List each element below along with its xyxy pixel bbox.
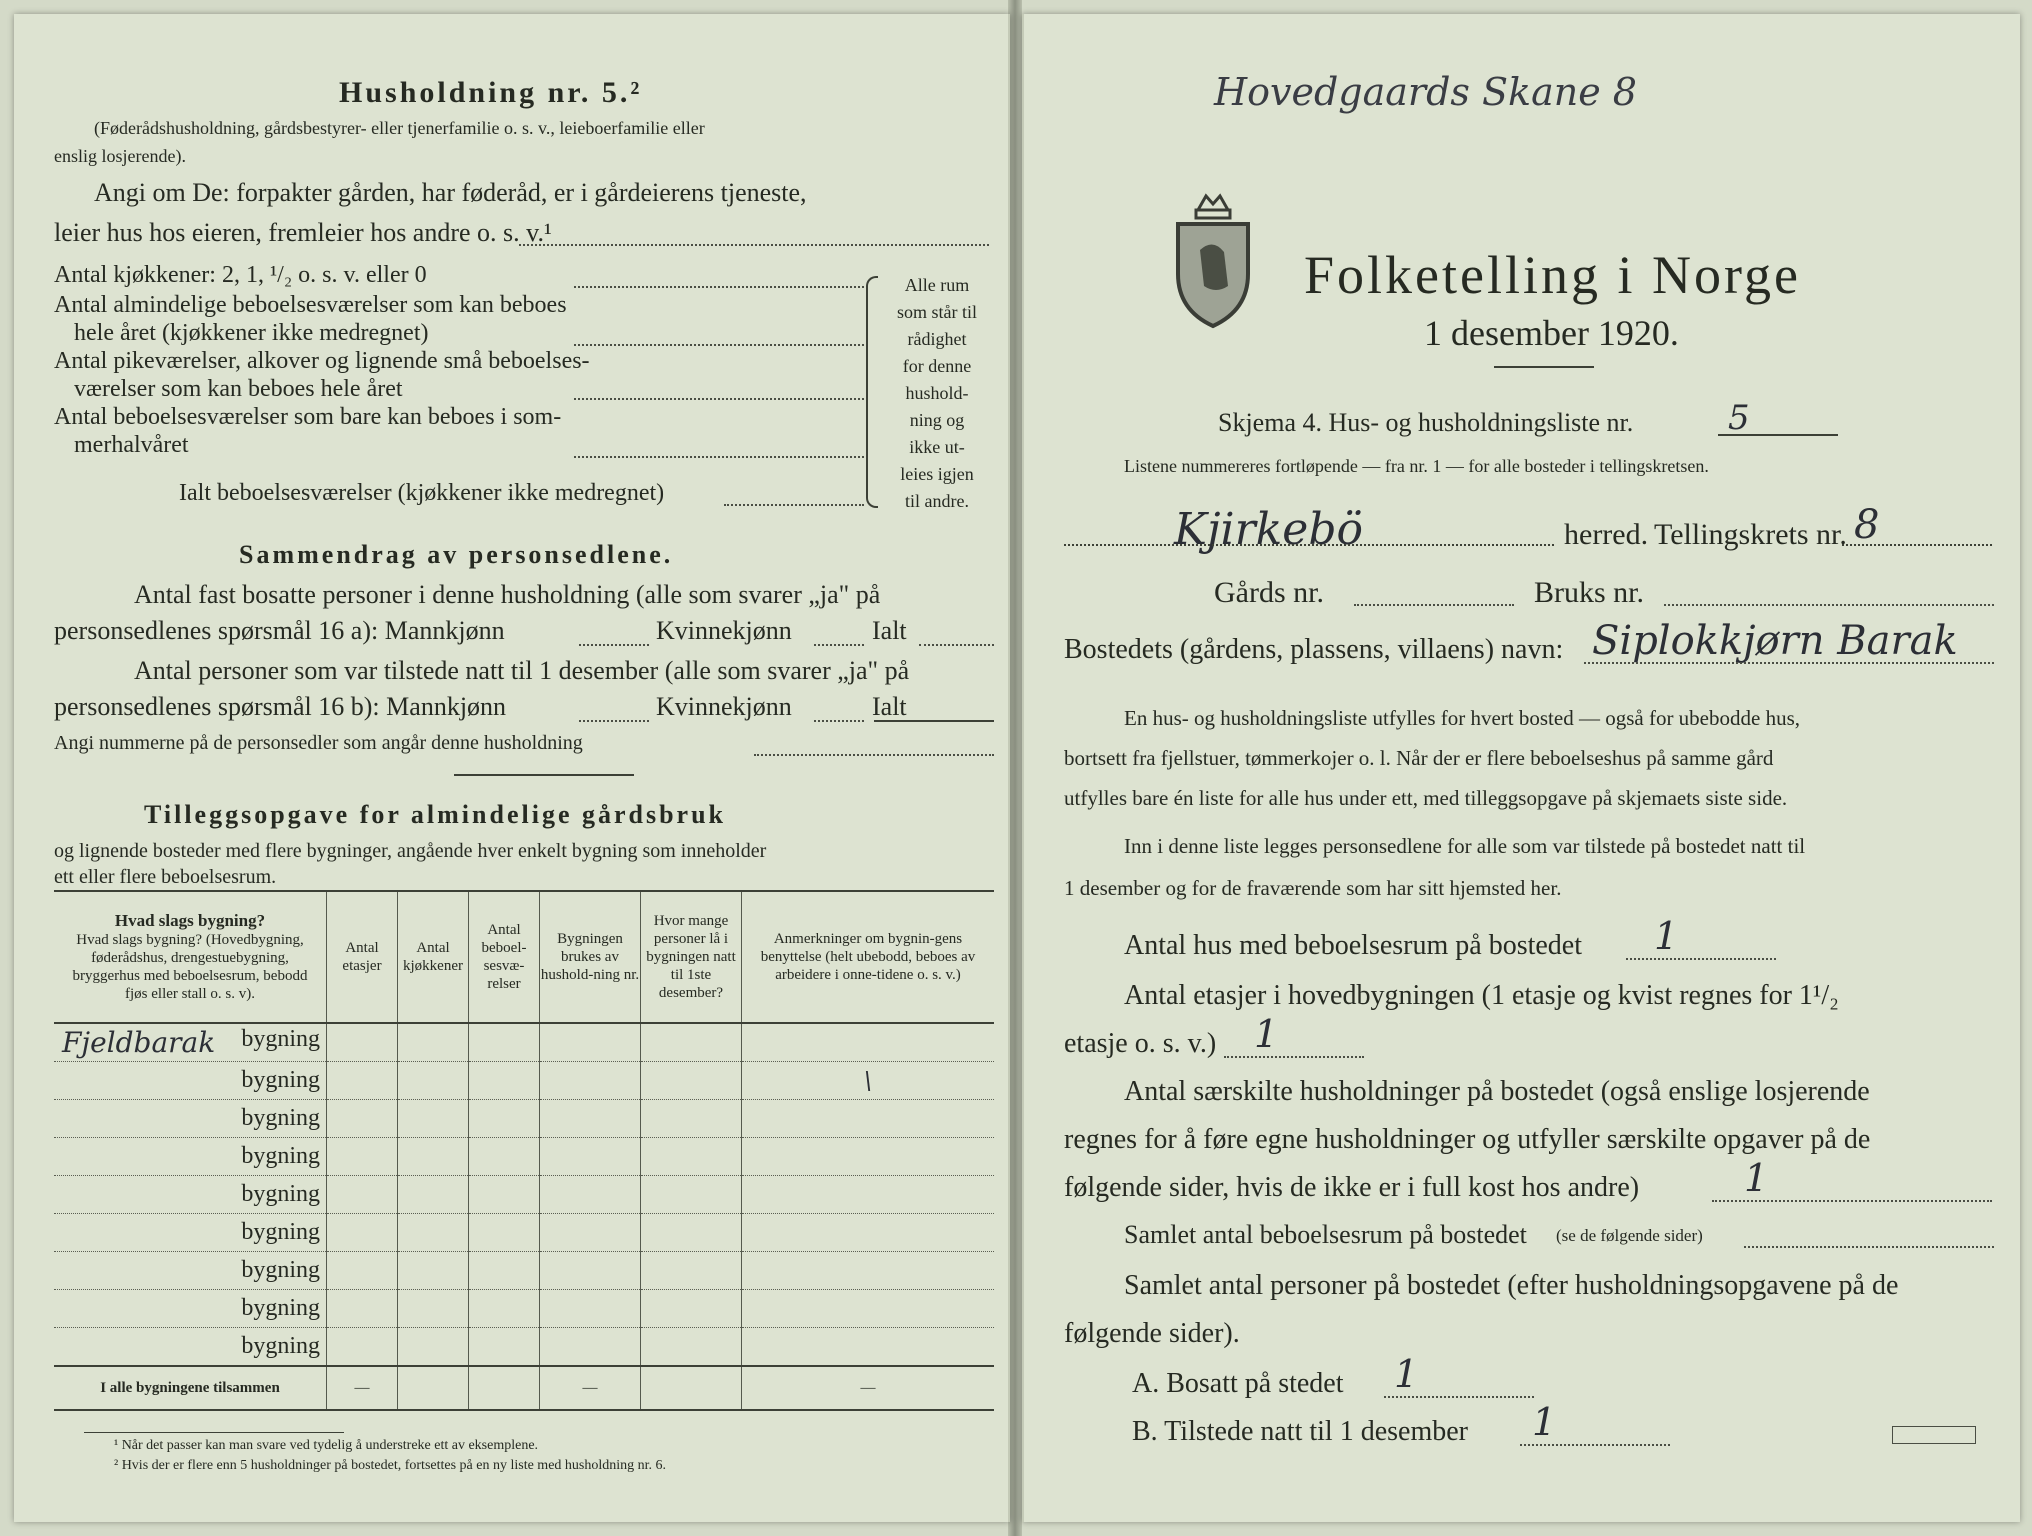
left-page bbox=[14, 14, 1010, 1522]
header-etasjer: Antal etasjer bbox=[327, 892, 398, 1023]
listene-note: Listene nummereres fortløpende — fra nr. 1 — for alle bosteder i tellingskretsen. bbox=[1124, 456, 1709, 476]
bosatt-label: A. Bosatt på stedet bbox=[1132, 1368, 1344, 1399]
household-title: Husholdning nr. 5.² bbox=[339, 76, 643, 109]
para2-line-1: Inn i denne liste legges personsedlene for alle som var tilstede på bostedet natt til bbox=[1124, 834, 1806, 858]
anmerkning-mark: \ bbox=[742, 1062, 995, 1100]
summary-ialt-2: Ialt bbox=[872, 692, 907, 721]
gards-label: Gårds nr. bbox=[1214, 576, 1324, 609]
header-building-type: Hvad slags bygning? Hvad slags bygning? (Hovedbygning, føderådshus, drengestuebygning, bryggerhus med beboelsesrum, bebodd fjøs eller stall o. s. v). bbox=[54, 892, 327, 1023]
intro-line-1: (Føderådshusholdning, gårdsbestyrer- eller tjenerfamilie o. s. v., leieboerfamilie eller bbox=[94, 118, 705, 138]
tillegg-intro-2: ett eller flere beboelsesrum. bbox=[54, 866, 277, 888]
table-total-row: I alle bygningene tilsammen — — — bbox=[54, 1366, 994, 1410]
para1-line-1: En hus- og husholdningsliste utfylles for hvert bosted — også for ubebodde hus, bbox=[1124, 706, 1800, 730]
header-anmerkninger: Anmerkninger om bygnin-gens benyttelse (helt ubebodd, beboes av arbeidere i onne-tidene o. s. v.) bbox=[742, 892, 995, 1023]
rooms-line-7: merhalvåret bbox=[74, 432, 189, 458]
table-row: bygning bbox=[54, 1328, 994, 1367]
coat-of-arms-icon bbox=[1168, 190, 1258, 330]
rooms-line-3: hele året (kjøkkener ikke medregnet) bbox=[74, 320, 429, 346]
para1-line-2: bortsett fra fjellstuer, tømmerkojer o. l. Når der er flere beboelseshus på samme gård bbox=[1064, 746, 1774, 770]
table-row: bygning bbox=[54, 1290, 994, 1328]
skjema-number: 5 bbox=[1728, 398, 1750, 438]
tilstede-value: 1 bbox=[1532, 1400, 1557, 1444]
tilstede-label: B. Tilstede natt til 1 desember bbox=[1132, 1416, 1468, 1447]
angi-line-1: Angi om De: forpakter gården, har føderåd, er i gårdeierens tjeneste, bbox=[94, 178, 807, 207]
q-rum-note: (se de følgende sider) bbox=[1556, 1226, 1703, 1245]
summary-line-3: Antal personer som var tilstede natt til 1 desember (alle som svarer „ja" på bbox=[134, 656, 910, 685]
q-hush-line-1: Antal særskilte husholdninger på bostedet (også enslige losjerende bbox=[1124, 1076, 1870, 1107]
tillegg-title: Tilleggsopgave for almindelige gårdsbruk bbox=[144, 800, 727, 829]
building-table bbox=[54, 892, 994, 1411]
intro-line-2: enslig losjerende). bbox=[54, 146, 186, 166]
header-personer: Hvor mange personer lå i bygningen natt til 1ste desember? bbox=[641, 892, 742, 1023]
right-page bbox=[1022, 14, 2020, 1522]
summary-kvinne-2: Kvinnekjønn bbox=[656, 692, 792, 721]
q-hush-value: 1 bbox=[1744, 1156, 1769, 1200]
table-header-row bbox=[54, 892, 994, 1023]
summary-kvinne-1: Kvinnekjønn bbox=[656, 616, 792, 645]
q-hush-line-2: regnes for å føre egne husholdninger og utfyller særskilte opgaver på de bbox=[1064, 1124, 1871, 1155]
table-row: bygning bbox=[54, 1100, 994, 1138]
table-row: bygning \ bbox=[54, 1062, 994, 1100]
para1-line-3: utfylles bare én liste for alle hus under ett, med tilleggsopgave på skjemaets siste side. bbox=[1064, 786, 1788, 810]
rooms-line-6: Antal beboelsesværelser som bare kan beboes i som- bbox=[54, 404, 562, 430]
rooms-line-8: Ialt beboelsesværelser (kjøkkener ikke medregnet) bbox=[179, 480, 665, 506]
footnote-1: ¹ Når det passer kan man svare ved tydelig å understreke ett av eksemplene. bbox=[114, 1438, 539, 1453]
summary-line-1: Antal fast bosatte personer i denne husholdning (alle som svarer „ja" på bbox=[134, 580, 881, 609]
book-spine bbox=[1008, 0, 1022, 1536]
census-title: Folketelling i Norge bbox=[1304, 245, 1801, 305]
table-row: bygning bbox=[54, 1138, 994, 1176]
table-row: bygning bbox=[54, 1252, 994, 1290]
printer-stamp bbox=[1892, 1426, 1976, 1444]
building-cell: Fjeldbarak bygning bbox=[54, 1023, 327, 1062]
skjema-line: Skjema 4. Hus- og husholdningsliste nr. bbox=[1218, 408, 1634, 437]
q-hus-label: Antal hus med beboelsesrum på bostedet bbox=[1124, 930, 1583, 961]
table-row bbox=[54, 1023, 994, 1062]
q-etasjer-value: 1 bbox=[1254, 1012, 1279, 1056]
footnote-2: ² Hvis der er flere enn 5 husholdninger på bostedet, fortsettes på en ny liste med husholdning nr. 6. bbox=[114, 1458, 667, 1473]
rooms-line-4: Antal pikeværelser, alkover og lignende små beboelses- bbox=[54, 348, 590, 374]
tillegg-intro-1: og lignende bosteder med flere bygninger, angående hver enkelt bygning som inneholder bbox=[54, 840, 767, 862]
q-rum-label: Samlet antal beboelsesrum på bostedet bbox=[1124, 1220, 1527, 1249]
table-row: bygning bbox=[54, 1176, 994, 1214]
para2-line-2: 1 desember og for de fraværende som har sitt hjemsted her. bbox=[1064, 876, 1562, 900]
bosted-name: Siplokkjørn Barak bbox=[1592, 618, 1958, 664]
q-etasjer-line-1: Antal etasjer i hovedbygningen (1 etasje og kvist regnes for 1¹/₂ bbox=[1124, 980, 1839, 1011]
summary-line-2: personsedlenes spørsmål 16 a): Mannkjønn bbox=[54, 616, 505, 645]
summary-line-5: Angi nummerne på de personsedler som angår denne husholdning bbox=[54, 732, 583, 754]
tellingskrets-number: 8 bbox=[1854, 502, 1880, 548]
rooms-line-5: værelser som kan beboes hele året bbox=[74, 376, 403, 402]
summary-ialt-1: Ialt bbox=[872, 616, 907, 645]
q-hush-line-3: følgende sider, hvis de ikke er i full kost hos andre) bbox=[1064, 1172, 1640, 1203]
angi-line-2: leier hus hos eieren, fremleier hos andre o. s. v.¹ bbox=[54, 218, 552, 247]
summary-title: Sammendrag av personsedlene. bbox=[239, 540, 674, 569]
herred-name: Kjirkebö bbox=[1174, 504, 1363, 555]
census-date: 1 desember 1920. bbox=[1424, 313, 1679, 353]
rooms-line-1: Antal kjøkkener: 2, 1, ¹/₂ o. s. v. eller 0 bbox=[54, 262, 427, 288]
q-hus-value: 1 bbox=[1654, 914, 1679, 958]
top-handwriting: Hovedgaards Skane 8 bbox=[1214, 70, 1637, 114]
summary-line-4: personsedlenes spørsmål 16 b): Mannkjønn bbox=[54, 692, 507, 721]
q-pers-line-2: følgende sider). bbox=[1064, 1318, 1240, 1349]
header-vaerelser: Antal beboel-sesvæ-relser bbox=[469, 892, 540, 1023]
table-row: bygning bbox=[54, 1214, 994, 1252]
q-pers-line-1: Samlet antal personer på bostedet (efter husholdningsopgavene på de bbox=[1124, 1270, 1899, 1301]
header-husholdning: Bygningen brukes av hushold-ning nr. bbox=[540, 892, 641, 1023]
brace-note: Alle rum som står til rådighet for denne hushold- ning og ikke ut- leies igjen til andre. bbox=[897, 275, 977, 511]
rooms-line-2: Antal almindelige beboelsesværelser som kan beboes bbox=[54, 292, 567, 318]
herred-label: herred. bbox=[1564, 518, 1649, 551]
bosatt-value: 1 bbox=[1394, 1352, 1419, 1396]
rooms-brace bbox=[866, 276, 878, 508]
tellingskrets-label: Tellingskrets nr. bbox=[1654, 518, 1847, 551]
bosted-label: Bostedets (gårdens, plassens, villaens) navn: bbox=[1064, 634, 1564, 665]
q-etasjer-line-2: etasje o. s. v.) bbox=[1064, 1028, 1217, 1059]
total-label: I alle bygningene tilsammen bbox=[54, 1366, 327, 1410]
header-kjokkener: Antal kjøkkener bbox=[398, 892, 469, 1023]
bruks-label: Bruks nr. bbox=[1534, 576, 1645, 609]
